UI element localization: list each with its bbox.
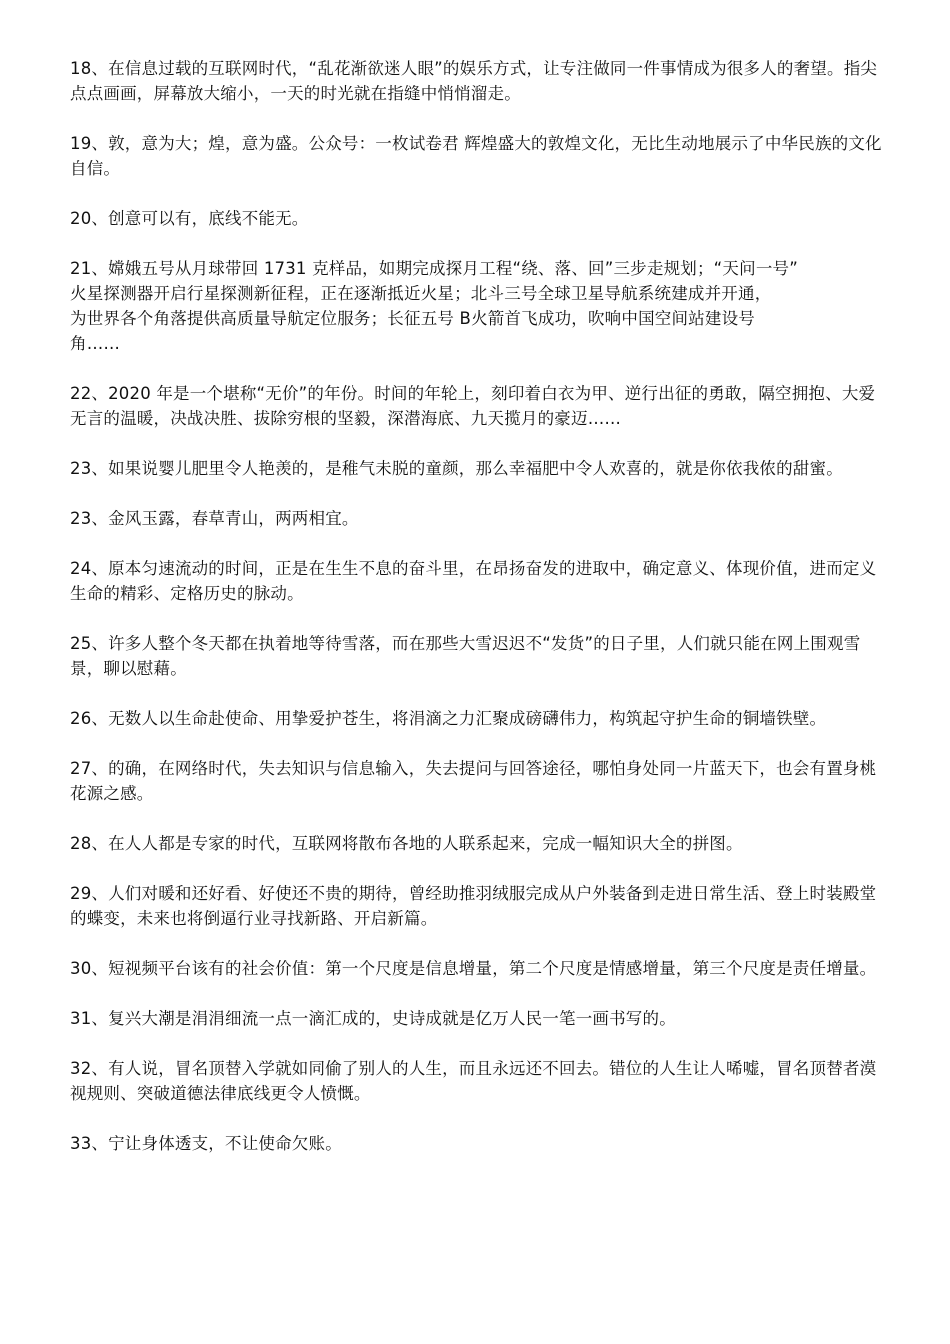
paragraph-23a: 23、如果说婴儿肥里令人艳羡的，是稚气未脱的童颜，那么幸福肥中令人欢喜的，就是你依我侬的甜蜜。 [70, 459, 843, 478]
paragraph-18: 18、在信息过载的互联网时代，“乱花渐欲迷人眼”的娱乐方式，让专注做同一件事情成为很多人的奢望。指尖点点画画，屏幕放大缩小，一天的时光就在指缝中悄悄溜走。 [70, 59, 878, 103]
paragraph-21: 21、嫦娥五号从月球带回 1731 克样品，如期完成探月工程“绕、落、回”三步走规划；“天问一号” 火星探测器开启行星探测新征程，正在逐渐抵近火星；北斗三号全球卫星导航系统建成并开通， 为世界各个角落提供高质量导航定位服务；长征五号 B火箭首飞成功，吹响中国空间站建设号 角…… [70, 259, 798, 353]
paragraph-33: 33、宁让身体透支，不让使命欠账。 [70, 1134, 342, 1153]
paragraph-23b: 23、金风玉露，春草青山，两两相宜。 [70, 509, 359, 528]
paragraph-27: 27、的确，在网络时代，失去知识与信息输入，失去提问与回答途径，哪怕身处同一片蓝天下，也会有置身桃花源之感。 [70, 759, 877, 803]
paragraph-19: 19、敦，意为大；煌，意为盛。公众号：一枚试卷君 辉煌盛大的敦煌文化，无比生动地展示了中华民族的文化自信。 [70, 134, 882, 178]
paragraph-32: 32、有人说，冒名顶替入学就如同偷了别人的人生，而且永远还不回去。错位的人生让人唏嘘，冒名顶替者漠视规则、突破道德法律底线更令人愤慨。 [70, 1059, 877, 1103]
paragraph-30: 30、短视频平台该有的社会价值：第一个尺度是信息增量，第二个尺度是情感增量，第三个尺度是责任增量。 [70, 959, 877, 978]
paragraph-28: 28、在人人都是专家的时代，互联网将散布各地的人联系起来，完成一幅知识大全的拼图。 [70, 834, 743, 853]
paragraph-31: 31、复兴大潮是涓涓细流一点一滴汇成的，史诗成就是亿万人民一笔一画书写的。 [70, 1009, 676, 1028]
paragraph-24: 24、原本匀速流动的时间，正是在生生不息的奋斗里，在昂扬奋发的进取中，确定意义、体现价值，进而定义生命的精彩、定格历史的脉动。 [70, 559, 877, 603]
paragraph-25: 25、许多人整个冬天都在执着地等待雪落，而在那些大雪迟迟不“发货”的日子里，人们就只能在网上围观雪景，聊以慰藉。 [70, 634, 861, 678]
paragraph-22: 22、2020 年是一个堪称“无价”的年份。时间的年轮上，刻印着白衣为甲、逆行出征的勇敢，隔空拥抱、大爱无言的温暖，决战决胜、拔除穷根的坚毅，深潜海底、九天揽月的豪迈…… [70, 384, 876, 428]
paragraph-26: 26、无数人以生命赴使命、用挚爱护苍生，将涓滴之力汇聚成磅礴伟力，构筑起守护生命的铜墙铁壁。 [70, 709, 827, 728]
paragraph-29: 29、人们对暖和还好看、好使还不贵的期待，曾经助推羽绒服完成从户外装备到走进日常生活、登上时装殿堂的蝶变，未来也将倒逼行业寻找新路、开启新篇。 [70, 884, 877, 928]
paragraph-20: 20、创意可以有，底线不能无。 [70, 209, 309, 228]
